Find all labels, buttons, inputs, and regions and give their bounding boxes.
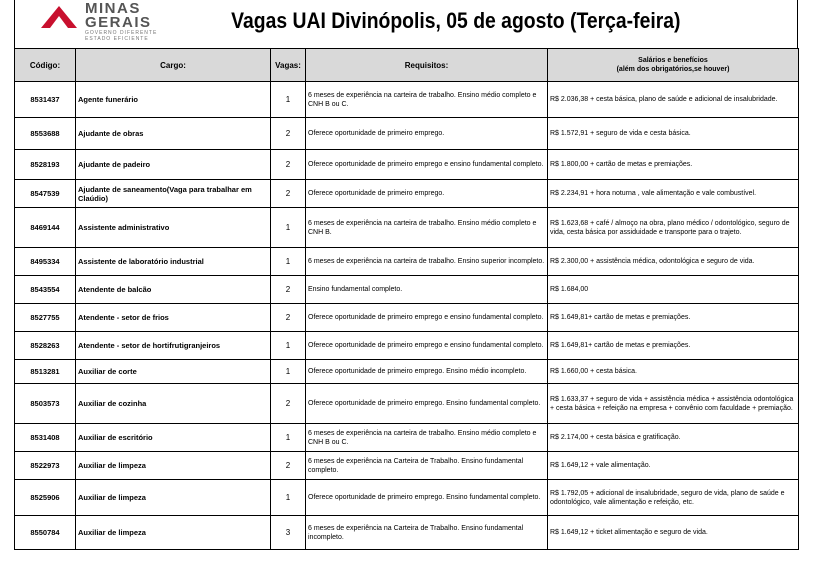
cargo-cell: Auxiliar de limpeza <box>76 516 271 550</box>
requisitos-cell: 6 meses de experiência na carteira de trabalho. Ensino superior incompleto. <box>306 248 548 276</box>
vagas-cell: 1 <box>271 248 306 276</box>
salarios-cell: R$ 1.572,91 + seguro de vida e cesta básica. <box>548 118 799 150</box>
cargo-cell: Atendente - setor de frios <box>76 304 271 332</box>
salarios-cell: R$ 1.660,00 + cesta básica. <box>548 360 799 384</box>
codigo-cell: 8528263 <box>15 332 76 360</box>
codigo-cell: 8553688 <box>15 118 76 150</box>
codigo-cell: 8522973 <box>15 452 76 480</box>
codigo-cell: 8550784 <box>15 516 76 550</box>
table-row <box>15 480 799 516</box>
logo-tagline-1: GOVERNO DIFERENTE <box>85 30 158 36</box>
vacancies-table <box>14 48 799 550</box>
header-requisitos: Requisitos: <box>306 49 548 82</box>
codigo-cell: 8527755 <box>15 304 76 332</box>
requisitos-cell: 6 meses de experiência na carteira de trabalho. Ensino médio completo e CNH B. <box>306 208 548 248</box>
minas-gerais-logo <box>41 0 181 43</box>
salarios-cell: R$ 1.649,81+ cartão de metas e premiações. <box>548 332 799 360</box>
salarios-cell: R$ 2.036,38 + cesta básica, plano de saúde e adicional de insalubridade. <box>548 82 799 118</box>
vagas-cell: 1 <box>271 208 306 248</box>
codigo-cell: 8547539 <box>15 180 76 208</box>
vagas-cell: 2 <box>271 180 306 208</box>
logo-tagline-2: ESTADO EFICIENTE <box>85 36 149 42</box>
vagas-cell: 2 <box>271 118 306 150</box>
logo-brand-line1: MINAS <box>85 0 141 17</box>
salarios-cell: R$ 1.633,37 + seguro de vida + assistência médica + assistência odontológica + cesta básica + refeição na empresa + convênio com faculdade + premiação. <box>548 384 799 424</box>
requisitos-cell: Oferece oportunidade de primeiro emprego e ensino fundamental completo. <box>306 332 548 360</box>
codigo-cell: 8495334 <box>15 248 76 276</box>
table-row <box>15 82 799 118</box>
table-row <box>15 248 799 276</box>
sheet-header <box>14 0 798 48</box>
cargo-cell: Ajudante de padeiro <box>76 150 271 180</box>
requisitos-cell: 6 meses de experiência na carteira de trabalho. Ensino médio completo e CNH B ou C. <box>306 82 548 118</box>
vagas-cell: 2 <box>271 276 306 304</box>
codigo-cell: 8531437 <box>15 82 76 118</box>
salarios-cell: R$ 1.800,00 + cartão de metas e premiações. <box>548 150 799 180</box>
vagas-cell: 1 <box>271 82 306 118</box>
requisitos-cell: Oferece oportunidade de primeiro emprego. Ensino médio incompleto. <box>306 360 548 384</box>
requisitos-cell: Oferece oportunidade de primeiro emprego. Ensino fundamental completo. <box>306 384 548 424</box>
table-row <box>15 516 799 550</box>
salarios-cell: R$ 1.623,68 + café / almoço na obra, plano médico / odontológico, seguro de vida, cesta básica por assiduidade e transporte para o trajeto. <box>548 208 799 248</box>
mountain-logo-icon <box>41 4 77 28</box>
codigo-cell: 8528193 <box>15 150 76 180</box>
vagas-cell: 1 <box>271 360 306 384</box>
vagas-cell: 1 <box>271 332 306 360</box>
table-row <box>15 208 799 248</box>
cargo-cell: Auxiliar de escritório <box>76 424 271 452</box>
vagas-cell: 2 <box>271 452 306 480</box>
header-salarios <box>548 49 799 82</box>
table-header-row <box>15 49 799 82</box>
cargo-cell: Auxiliar de cozinha <box>76 384 271 424</box>
cargo-cell: Agente funerário <box>76 82 271 118</box>
salarios-cell: R$ 1.684,00 <box>548 276 799 304</box>
vagas-cell: 1 <box>271 480 306 516</box>
codigo-cell: 8503573 <box>15 384 76 424</box>
table-row <box>15 276 799 304</box>
table-row <box>15 384 799 424</box>
requisitos-cell: Oferece oportunidade de primeiro emprego. <box>306 180 548 208</box>
salarios-cell: R$ 1.792,05 + adicional de insalubridade, seguro de vida, plano de saúde e odontológico, vale alimentação e refeição, etc. <box>548 480 799 516</box>
cargo-cell: Assistente de laboratório industrial <box>76 248 271 276</box>
logo-brand-line2: GERAIS <box>85 14 152 31</box>
cargo-cell: Atendente de balcão <box>76 276 271 304</box>
page-title: Vagas UAI Divinópolis, 05 de agosto (Terça-feira) <box>231 8 681 33</box>
codigo-cell: 8469144 <box>15 208 76 248</box>
codigo-cell: 8543554 <box>15 276 76 304</box>
table-row <box>15 424 799 452</box>
header-salarios-line2: (além dos obrigatórios,se houver) <box>616 66 730 73</box>
job-listing-sheet <box>14 0 798 553</box>
requisitos-cell: Oferece oportunidade de primeiro emprego. Ensino fundamental completo. <box>306 480 548 516</box>
vagas-cell: 2 <box>271 150 306 180</box>
table-row <box>15 150 799 180</box>
table-row <box>15 332 799 360</box>
header-salarios-line1: Salários e benefícios <box>638 57 708 64</box>
codigo-cell: 8513281 <box>15 360 76 384</box>
salarios-cell: R$ 1.649,12 + vale alimentação. <box>548 452 799 480</box>
cargo-cell: Auxiliar de limpeza <box>76 480 271 516</box>
requisitos-cell: Oferece oportunidade de primeiro emprego e ensino fundamental completo. <box>306 150 548 180</box>
vagas-cell: 1 <box>271 424 306 452</box>
salarios-cell: R$ 2.234,91 + hora noturna , vale alimentação e vale combustível. <box>548 180 799 208</box>
header-vagas: Vagas: <box>271 49 306 82</box>
table-row <box>15 304 799 332</box>
salarios-cell: R$ 2.174,00 + cesta básica e gratificação. <box>548 424 799 452</box>
vagas-cell: 3 <box>271 516 306 550</box>
requisitos-cell: Ensino fundamental completo. <box>306 276 548 304</box>
table-row <box>15 452 799 480</box>
cargo-cell: Auxiliar de corte <box>76 360 271 384</box>
requisitos-cell: Oferece oportunidade de primeiro emprego e ensino fundamental completo. <box>306 304 548 332</box>
vagas-cell: 2 <box>271 384 306 424</box>
cargo-cell: Ajudante de obras <box>76 118 271 150</box>
codigo-cell: 8531408 <box>15 424 76 452</box>
table-row <box>15 180 799 208</box>
cargo-cell: Atendente - setor de hortifrutigranjeiros <box>76 332 271 360</box>
requisitos-cell: 6 meses de experiência na Carteira de Trabalho. Ensino fundamental incompleto. <box>306 516 548 550</box>
requisitos-cell: Oferece oportunidade de primeiro emprego. <box>306 118 548 150</box>
salarios-cell: R$ 1.649,12 + ticket alimentação e seguro de vida. <box>548 516 799 550</box>
cargo-cell: Assistente administrativo <box>76 208 271 248</box>
vagas-cell: 2 <box>271 304 306 332</box>
codigo-cell: 8525906 <box>15 480 76 516</box>
header-cargo: Cargo: <box>76 49 271 82</box>
salarios-cell: R$ 2.300,00 + assistência médica, odontológica e seguro de vida. <box>548 248 799 276</box>
header-codigo: Código: <box>15 49 76 82</box>
table-row <box>15 360 799 384</box>
cargo-cell: Auxiliar de limpeza <box>76 452 271 480</box>
table-row <box>15 118 799 150</box>
requisitos-cell: 6 meses de experiência na Carteira de Trabalho. Ensino fundamental completo. <box>306 452 548 480</box>
cargo-cell: Ajudante de saneamento(Vaga para trabalhar em Claúdio) <box>76 180 271 208</box>
salarios-cell: R$ 1.649,81+ cartão de metas e premiações. <box>548 304 799 332</box>
requisitos-cell: 6 meses de experiência na carteira de trabalho. Ensino médio completo e CNH B ou C. <box>306 424 548 452</box>
